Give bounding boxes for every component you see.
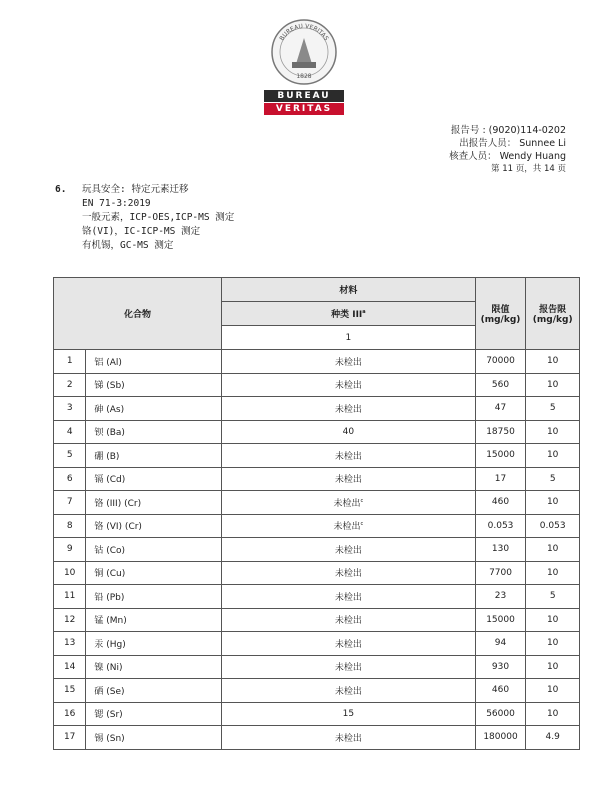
row-compound <box>86 655 222 679</box>
row-report-limit-text: 10 <box>546 638 559 649</box>
row-result <box>222 350 476 374</box>
row-report-limit <box>526 655 580 679</box>
table-row <box>54 467 580 491</box>
row-result <box>222 538 476 562</box>
row-result <box>222 444 476 468</box>
row-compound <box>86 373 222 397</box>
table-row <box>54 491 580 515</box>
row-limit <box>475 632 526 656</box>
row-compound <box>86 350 222 374</box>
category-mark: a <box>362 309 366 315</box>
row-number-text: 5 <box>66 450 73 461</box>
row-report-limit <box>526 538 580 562</box>
row-limit-text: 7700 <box>489 567 512 578</box>
row-result <box>222 702 476 726</box>
row-compound <box>86 632 222 656</box>
row-report-limit-text: 10 <box>546 567 559 578</box>
category-header <box>222 302 476 326</box>
row-result <box>222 514 476 538</box>
row-limit-text: 94 <box>494 638 507 649</box>
row-compound <box>86 467 222 491</box>
section-line: 铬(VI)，IC-ICP-MS 测定 <box>82 226 201 237</box>
row-compound <box>86 420 222 444</box>
row-report-limit-text: 10 <box>546 685 559 696</box>
row-number <box>54 561 86 585</box>
row-result <box>222 561 476 585</box>
result-footnote-mark: c <box>360 497 364 504</box>
row-number <box>54 608 86 632</box>
row-limit <box>475 491 526 515</box>
row-result-text: 未检出 <box>334 404 362 415</box>
row-limit <box>475 702 526 726</box>
row-compound-text: 镉 (Cd) <box>94 475 126 486</box>
row-limit <box>475 585 526 609</box>
row-result-text: 未检出 <box>334 592 362 603</box>
row-report-limit-text: 10 <box>546 708 559 719</box>
row-report-limit <box>526 702 580 726</box>
row-report-limit <box>526 350 580 374</box>
row-compound-text: 硒 (Se) <box>94 686 125 697</box>
seal-icon <box>270 18 338 86</box>
table-row <box>54 608 580 632</box>
row-result <box>222 467 476 491</box>
row-number-text: 8 <box>66 520 73 531</box>
row-report-limit <box>526 397 580 421</box>
row-report-limit <box>526 467 580 491</box>
row-number-text: 17 <box>63 732 76 743</box>
row-report-limit-text: 10 <box>546 379 559 390</box>
table-row <box>54 632 580 656</box>
row-number-text: 14 <box>63 661 76 672</box>
row-number <box>54 655 86 679</box>
row-report-limit <box>526 373 580 397</box>
seal-year: 1828 <box>296 73 312 80</box>
row-report-limit <box>526 420 580 444</box>
row-number <box>54 726 86 750</box>
section-lines <box>82 183 382 253</box>
page-number: 第 11 页，共 14 页 <box>491 164 566 174</box>
table-row <box>54 420 580 444</box>
row-compound <box>86 491 222 515</box>
row-number-text: 15 <box>63 685 76 696</box>
limit-label: 限值 <box>491 305 510 315</box>
row-number-text: 13 <box>63 638 76 649</box>
row-limit-text: 56000 <box>486 708 515 719</box>
table-row <box>54 679 580 703</box>
category-label: 种类 III <box>331 310 363 320</box>
row-report-limit-text: 10 <box>546 614 559 625</box>
row-limit-text: 23 <box>494 591 507 602</box>
section-line: 有机锡，GC-MS 测定 <box>82 240 174 251</box>
row-number <box>54 420 86 444</box>
row-limit-text: 0.053 <box>487 520 514 531</box>
section-number: 6. <box>55 184 67 195</box>
row-result <box>222 420 476 444</box>
row-limit-text: 15000 <box>486 450 515 461</box>
table-row <box>54 585 580 609</box>
row-limit <box>475 397 526 421</box>
row-number-text: 12 <box>63 614 76 625</box>
row-number-text: 10 <box>63 567 76 578</box>
row-number <box>54 585 86 609</box>
table-row <box>54 561 580 585</box>
table-row <box>54 444 580 468</box>
row-limit <box>475 538 526 562</box>
row-compound-text: 锶 (Sr) <box>94 710 123 721</box>
row-result-text: 未检出 <box>334 545 362 556</box>
row-number <box>54 397 86 421</box>
row-compound-text: 锡 (Sn) <box>94 733 125 744</box>
limit-unit: (mg/kg) <box>480 315 521 325</box>
row-result <box>222 491 476 515</box>
seal-top-text: BUREAU VERITAS <box>278 22 330 42</box>
row-report-limit <box>526 608 580 632</box>
row-report-limit <box>526 726 580 750</box>
row-limit-text: 17 <box>494 473 507 484</box>
logo-veritas: VERITAS <box>264 103 344 115</box>
table-row <box>54 726 580 750</box>
row-limit <box>475 679 526 703</box>
row-number-text: 4 <box>66 426 73 437</box>
row-report-limit-text: 0.053 <box>539 520 566 531</box>
row-result-text: 未检出 <box>334 569 362 580</box>
row-limit-text: 47 <box>494 403 507 414</box>
row-compound-text: 锰 (Mn) <box>94 616 127 627</box>
row-result-text: 未检出 <box>334 686 362 697</box>
row-number <box>54 702 86 726</box>
table-row <box>54 702 580 726</box>
row-report-limit-text: 10 <box>546 426 559 437</box>
row-result-text: 40 <box>342 426 355 437</box>
row-report-limit <box>526 514 580 538</box>
row-number <box>54 373 86 397</box>
row-limit-text: 70000 <box>486 356 515 367</box>
row-compound-text: 汞 (Hg) <box>94 639 126 650</box>
report-number: 报告号 : (9020)114-0202 <box>450 125 566 136</box>
row-report-limit-text: 10 <box>546 450 559 461</box>
row-result-text: 未检出 <box>334 733 362 744</box>
row-limit <box>475 726 526 750</box>
report-reviewer: 核查人员： Wendy Huang <box>449 151 566 162</box>
logo-bureau: BUREAU <box>264 90 344 102</box>
row-limit-text: 15000 <box>486 614 515 625</box>
row-result-text: 15 <box>342 708 355 719</box>
row-result <box>222 679 476 703</box>
material-header: 材料 <box>222 278 476 302</box>
row-number-text: 3 <box>66 403 73 414</box>
row-compound-text: 铬 (III) (Cr) <box>94 498 142 509</box>
results-table <box>53 277 580 750</box>
table-row <box>54 373 580 397</box>
row-limit <box>475 444 526 468</box>
row-compound-text: 钴 (Co) <box>94 545 126 556</box>
row-compound-text: 铝 (Al) <box>94 357 122 368</box>
row-limit <box>475 514 526 538</box>
limit-header <box>475 278 526 350</box>
row-compound <box>86 397 222 421</box>
row-number <box>54 444 86 468</box>
row-compound <box>86 608 222 632</box>
row-report-limit-text: 4.9 <box>545 732 560 743</box>
row-result-text: 未检出 <box>334 639 362 650</box>
row-limit <box>475 373 526 397</box>
row-result-text: 未检出 <box>334 475 362 486</box>
row-number-text: 2 <box>66 379 73 390</box>
row-limit <box>475 350 526 374</box>
report-issuer: 出报告人员： Sunnee Li <box>459 138 566 149</box>
row-result-text: 未检出 <box>334 357 362 368</box>
section-line: EN 71-3:2019 <box>82 198 151 209</box>
row-limit-text: 930 <box>491 661 510 672</box>
row-result <box>222 585 476 609</box>
row-result <box>222 397 476 421</box>
bureau-veritas-logo <box>264 18 344 114</box>
row-limit-text: 460 <box>491 685 510 696</box>
report-meta <box>449 124 566 176</box>
table-row <box>54 514 580 538</box>
row-number <box>54 514 86 538</box>
row-compound-text: 镍 (Ni) <box>94 663 123 674</box>
row-number-text: 7 <box>66 497 73 508</box>
row-limit <box>475 467 526 491</box>
row-compound <box>86 585 222 609</box>
table-row <box>54 397 580 421</box>
row-compound-text: 锑 (Sb) <box>94 381 125 392</box>
row-report-limit-text: 5 <box>549 473 556 484</box>
row-result-text: 未检出 <box>333 522 361 533</box>
row-compound-text: 硼 (B) <box>94 451 120 462</box>
row-compound <box>86 444 222 468</box>
row-result <box>222 608 476 632</box>
row-report-limit <box>526 491 580 515</box>
row-number-text: 1 <box>66 356 73 367</box>
row-report-limit-text: 10 <box>546 497 559 508</box>
material-number: 1 <box>222 326 476 350</box>
row-compound-text: 砷 (As) <box>94 404 125 415</box>
section-line: 玩具安全: 特定元素迁移 <box>82 184 189 195</box>
row-compound <box>86 679 222 703</box>
row-limit-text: 180000 <box>483 732 518 743</box>
row-report-limit-text: 10 <box>546 356 559 367</box>
row-limit <box>475 655 526 679</box>
row-report-limit-text: 10 <box>546 661 559 672</box>
row-report-limit <box>526 585 580 609</box>
row-report-limit <box>526 444 580 468</box>
row-limit-text: 130 <box>491 544 510 555</box>
row-report-limit <box>526 679 580 703</box>
row-result-text: 未检出 <box>334 381 362 392</box>
compound-header: 化合物 <box>54 278 222 350</box>
report-limit-unit: (mg/kg) <box>532 315 573 325</box>
row-report-limit <box>526 561 580 585</box>
row-compound-text: 铅 (Pb) <box>94 592 125 603</box>
row-number <box>54 350 86 374</box>
row-number <box>54 538 86 562</box>
row-compound <box>86 538 222 562</box>
row-report-limit-text: 10 <box>546 544 559 555</box>
row-limit-text: 18750 <box>486 426 515 437</box>
row-limit-text: 460 <box>491 497 510 508</box>
row-result <box>222 726 476 750</box>
report-limit-header <box>526 278 580 350</box>
row-compound-text: 钡 (Ba) <box>94 428 125 439</box>
row-result <box>222 373 476 397</box>
table-row <box>54 655 580 679</box>
row-result-text: 未检出 <box>333 498 361 509</box>
row-number-text: 16 <box>63 708 76 719</box>
row-compound <box>86 702 222 726</box>
row-compound <box>86 514 222 538</box>
row-compound-text: 铜 (Cu) <box>94 569 126 580</box>
section-line: 一般元素，ICP-OES,ICP-MS 测定 <box>82 212 235 223</box>
row-limit <box>475 608 526 632</box>
row-number <box>54 679 86 703</box>
row-result <box>222 655 476 679</box>
row-number-text: 6 <box>66 473 73 484</box>
row-result-text: 未检出 <box>334 663 362 674</box>
row-number <box>54 632 86 656</box>
row-limit <box>475 561 526 585</box>
row-result-text: 未检出 <box>334 616 362 627</box>
row-report-limit <box>526 632 580 656</box>
row-compound-text: 铬 (VI) (Cr) <box>94 522 142 533</box>
result-footnote-mark: c <box>360 521 364 528</box>
row-report-limit-text: 5 <box>549 403 556 414</box>
row-number <box>54 491 86 515</box>
row-limit-text: 560 <box>491 379 510 390</box>
table-row <box>54 350 580 374</box>
row-result-text: 未检出 <box>334 451 362 462</box>
row-number-text: 9 <box>66 544 73 555</box>
report-limit-label: 报告限 <box>539 305 567 315</box>
row-compound <box>86 561 222 585</box>
row-number <box>54 467 86 491</box>
table-row <box>54 538 580 562</box>
row-number-text: 11 <box>63 591 76 602</box>
row-limit <box>475 420 526 444</box>
row-compound <box>86 726 222 750</box>
row-result <box>222 632 476 656</box>
row-report-limit-text: 5 <box>549 591 556 602</box>
